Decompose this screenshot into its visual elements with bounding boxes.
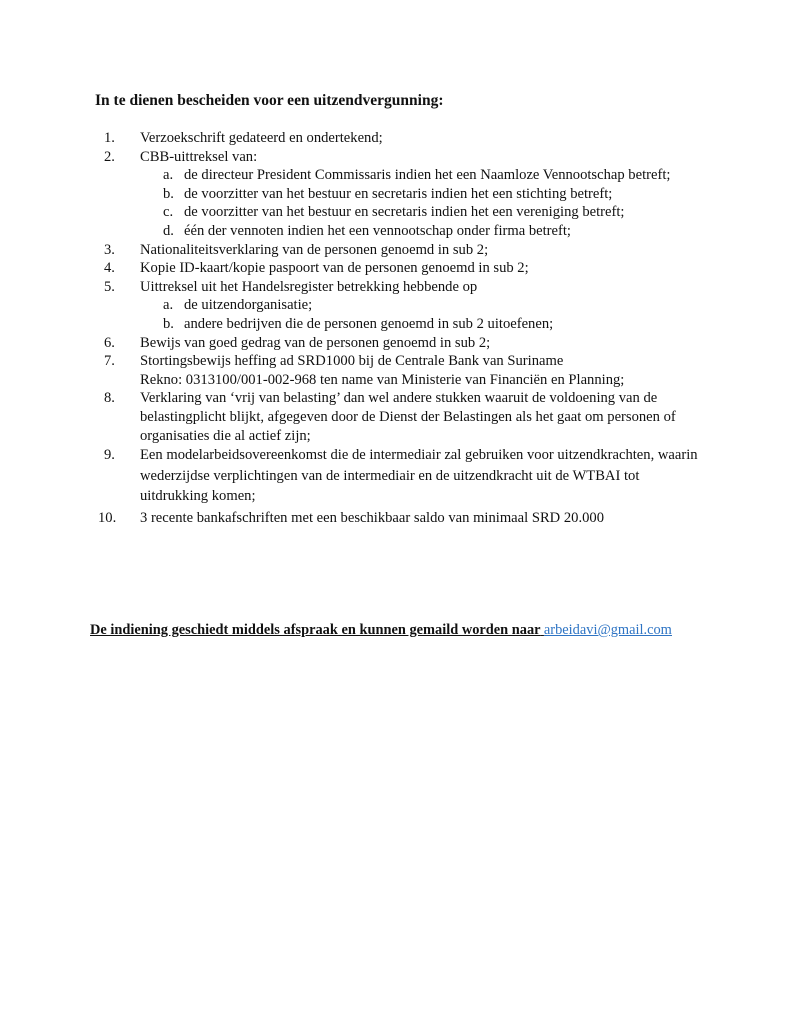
sub-item-letter: c.: [163, 204, 174, 221]
sub-item-text: de voorzitter van het bestuur en secretaris indien het een stichting betreft;: [184, 185, 613, 202]
item-number: 2.: [104, 148, 115, 165]
item-number: 10.: [98, 509, 117, 526]
item-number: 5.: [104, 278, 115, 295]
item-number: 6.: [104, 334, 115, 351]
item-text: Kopie ID-kaart/kopie paspoort van de personen genoemd in sub 2;: [140, 260, 529, 277]
list-item-2: [0, 148, 700, 167]
list-item-5: [0, 278, 700, 297]
submission-note: [90, 622, 672, 639]
sub-item-text: één der vennoten indien het een vennootschap onder firma betreft;: [184, 222, 571, 239]
item-number: 9.: [104, 447, 115, 464]
sub-item-5b: [0, 315, 684, 334]
sub-item-2c: [0, 203, 684, 222]
item-text: Nationaliteitsverklaring van de personen genoemd in sub 2;: [140, 241, 489, 258]
item-text-account: Rekno: 0313100/001-002-968 ten name van Ministerie van Financiën en Planning;: [140, 371, 625, 388]
item-text: Bewijs van goed gedrag van de personen genoemd in sub 2;: [140, 334, 491, 351]
sub-item-letter: d.: [163, 222, 174, 239]
document-heading: In te dienen bescheiden voor een uitzendvergunning:: [95, 92, 444, 109]
item-number: 3.: [104, 241, 115, 258]
item-number: 7.: [104, 353, 115, 370]
sub-item-text: de directeur President Commissaris indien het een Naamloze Vennootschap betreft;: [184, 167, 671, 184]
item-text: Uittreksel uit het Handelsregister betrekking hebbende op: [140, 278, 478, 295]
list-item-7: [0, 352, 700, 389]
sub-item-letter: b.: [163, 185, 174, 202]
list-item-4: [0, 259, 700, 278]
sub-item-letter: b.: [163, 315, 174, 332]
sub-item-letter: a.: [163, 167, 174, 184]
sub-item-2b: [0, 185, 684, 204]
list-item-6: [0, 334, 700, 353]
email-link[interactable]: arbeidavi@gmail.com: [543, 622, 672, 638]
item-text: Verklaring van ‘vrij van belasting’ dan wel andere stukken waaruit de voldoening van de belastingplicht blijkt, afgegeven door de Dienst der Belastingen als het gaat om personen of organisaties die al actief zijn;: [140, 390, 676, 444]
item-text: Een modelarbeidsovereenkomst die de intermediair zal gebruiken voor uitzendkrachten, waarin wederzijdse verplichtingen van de intermediair en de uitzendkracht uit de WTBAI tot uitdrukking komen;: [140, 447, 698, 505]
item-text: Stortingsbewijs heffing ad SRD1000 bij de Centrale Bank van Suriname: [140, 353, 564, 370]
sub-item-2d: [0, 222, 684, 241]
item-text: CBB-uittreksel van:: [140, 148, 258, 165]
item-text: Verzoekschrift gedateerd en ondertekend;: [140, 130, 383, 146]
requirements-list: [0, 129, 791, 527]
list-item-10: [0, 509, 700, 528]
sub-item-letter: a.: [163, 297, 174, 314]
list-item-1: [0, 129, 700, 148]
item-number: 1.: [104, 130, 115, 146]
item-number: 8.: [104, 390, 115, 407]
sub-item-text: de uitzendorganisatie;: [184, 297, 313, 314]
sub-item-text: de voorzitter van het bestuur en secretaris indien het een vereniging betreft;: [184, 204, 625, 221]
item-number: 4.: [104, 260, 115, 277]
list-item-9: [0, 445, 700, 507]
sub-item-2a: [0, 166, 684, 185]
sub-item-text: andere bedrijven die de personen genoemd in sub 2 uitoefenen;: [184, 315, 554, 332]
list-item-3: [0, 241, 700, 260]
submission-note-text: De indiening geschiedt middels afspraak en kunnen gemaild worden naar: [90, 622, 541, 638]
list-item-8: [0, 389, 700, 445]
item-text: 3 recente bankafschriften met een beschikbaar saldo van minimaal SRD 20.000: [140, 509, 605, 526]
sub-item-5a: [0, 296, 684, 315]
